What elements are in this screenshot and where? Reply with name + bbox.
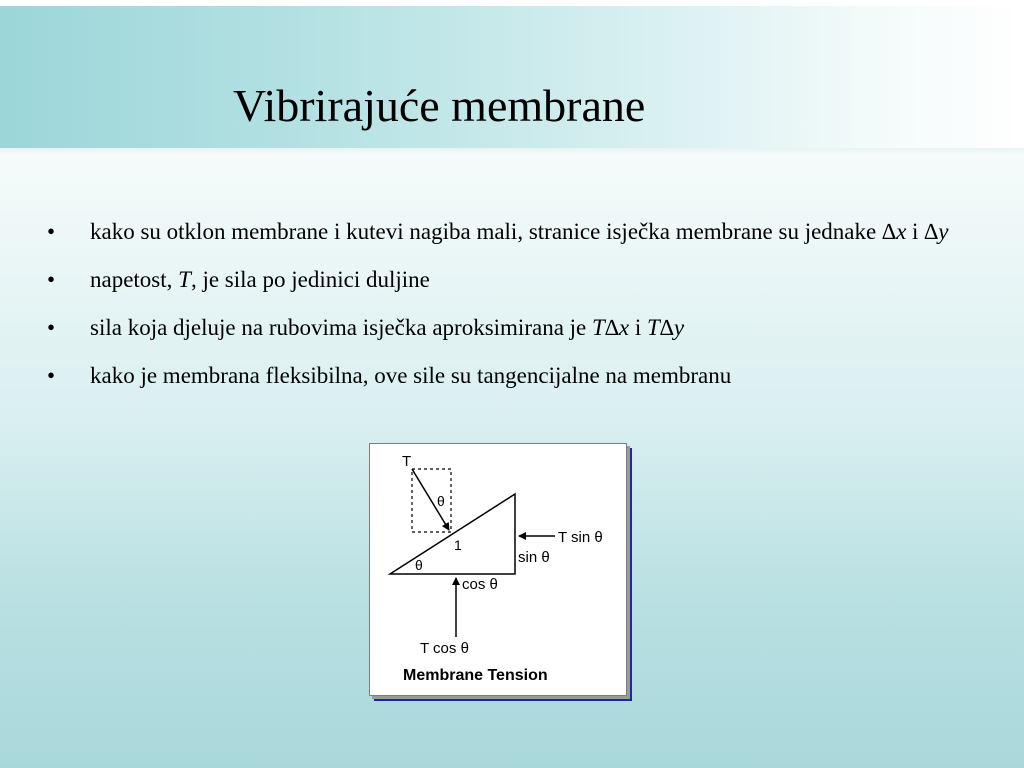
variable-y: y	[673, 315, 685, 340]
bullet-text: , je sila po jedinici duljine	[190, 267, 430, 292]
membrane-wedge	[390, 494, 515, 574]
label-cos: cos θ	[462, 576, 498, 593]
bullet-text: kako je membrana fleksibilna, ove sile su tangencijalne na membranu	[90, 363, 732, 388]
label-sin: sin θ	[518, 549, 550, 566]
title-band-shadow	[0, 148, 1024, 154]
bullet-text: napetost,	[90, 267, 179, 292]
variable-x: x	[618, 315, 630, 340]
bullet-text: kako su otklon membrane i kutevi nagiba mali, stranice isječka membrane su jednake	[90, 219, 882, 244]
bullet-list	[47, 216, 977, 408]
bullet-text-connector: i	[629, 315, 647, 340]
figure-caption: Membrane Tension	[403, 667, 548, 684]
bullet-item	[47, 216, 977, 247]
bullet-dot: •	[47, 363, 56, 388]
delta-symbol: ∆	[659, 315, 674, 340]
membrane-tension-figure	[369, 443, 627, 696]
label-theta-top: θ	[437, 493, 445, 509]
label-one: 1	[454, 537, 462, 553]
variable-t: T	[178, 267, 191, 292]
bullet-item	[47, 360, 977, 391]
variable-t: T	[592, 315, 605, 340]
label-t: T	[402, 453, 412, 470]
membrane-tension-diagram	[370, 444, 626, 695]
variable-t: T	[647, 315, 660, 340]
bullet-dot: •	[47, 315, 56, 340]
slide-title: Vibrirajuće membrane	[233, 80, 646, 131]
bullet-dot: •	[47, 267, 56, 292]
delta-symbol: ∆	[881, 219, 897, 244]
label-theta-bottom: θ	[415, 557, 423, 573]
label-t-sin: T sin θ	[558, 529, 603, 546]
variable-x: x	[896, 219, 907, 244]
delta-symbol: ∆	[604, 315, 619, 340]
bullet-item	[47, 264, 977, 295]
bullet-item	[47, 312, 977, 343]
bullet-text: sila koja djeluje na rubovima isječka aproksimirana je	[90, 315, 593, 340]
delta-symbol: ∆	[924, 219, 939, 244]
variable-y: y	[938, 219, 949, 244]
label-t-cos: T cos θ	[420, 640, 469, 657]
bullet-dot: •	[47, 219, 56, 244]
bullet-text-connector: i	[906, 219, 925, 244]
